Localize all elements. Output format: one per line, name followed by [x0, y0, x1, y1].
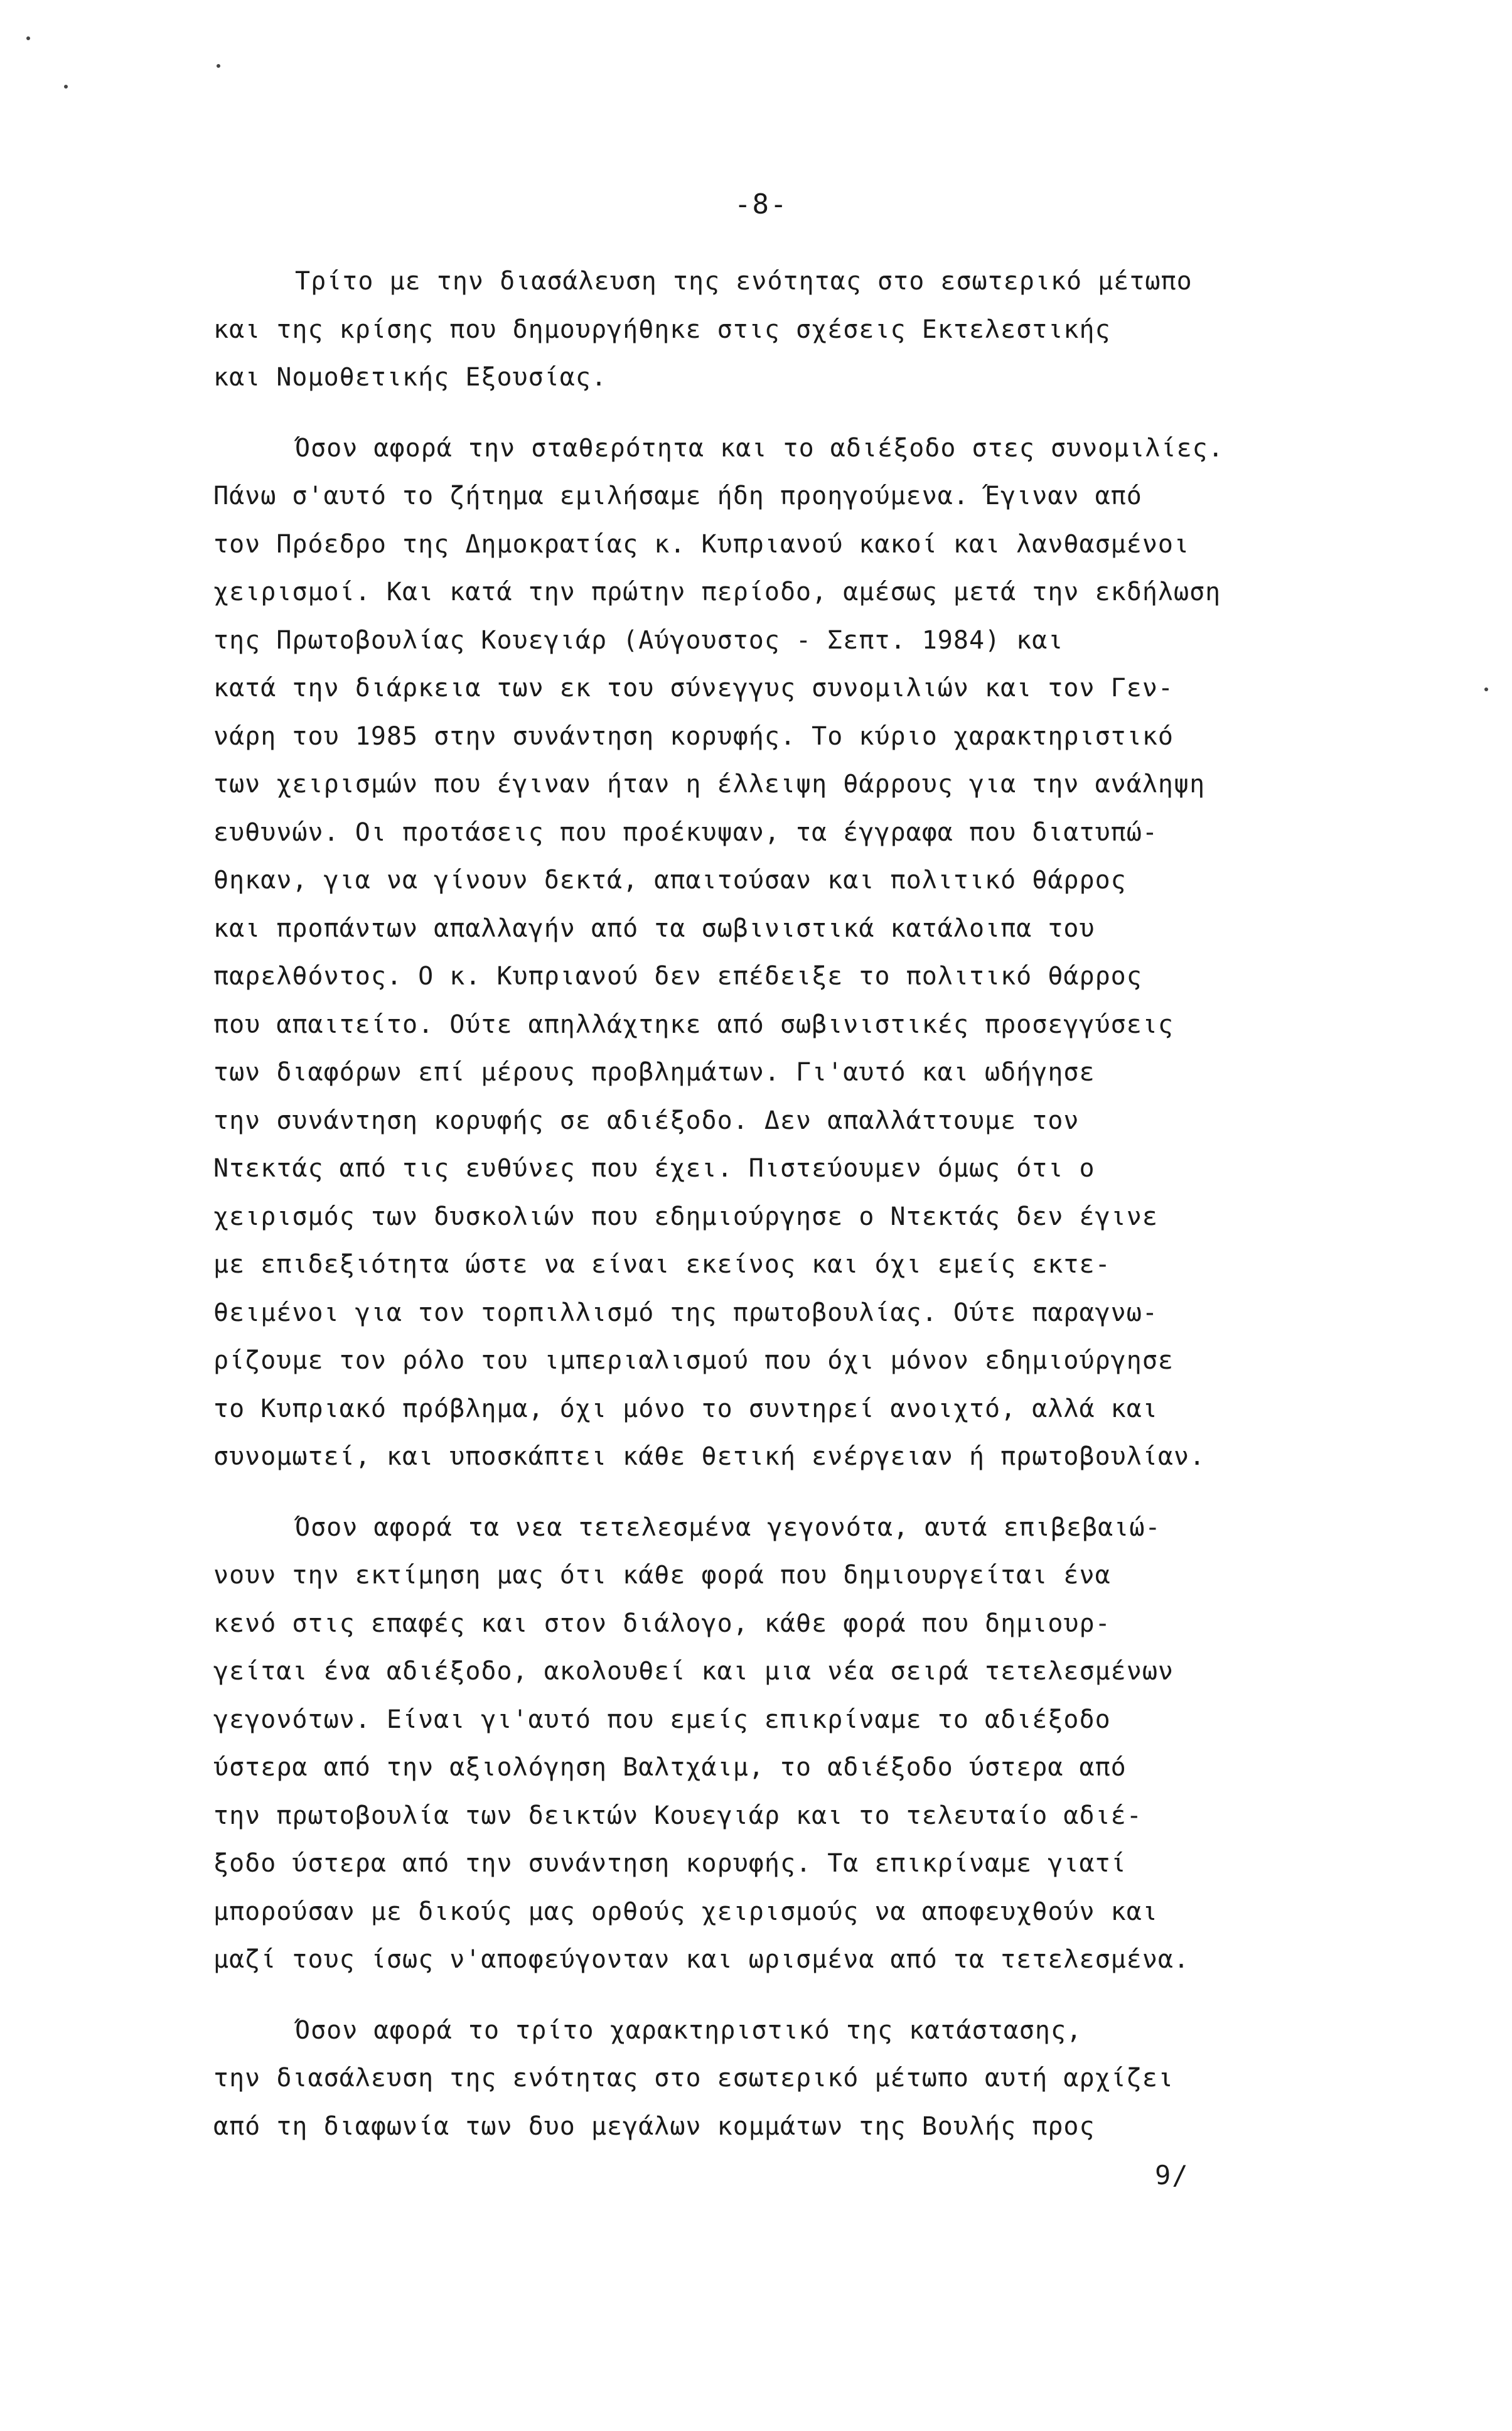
text-line: το Κυπριακό πρόβλημα, όχι μόνο το συντηρεί ανοιχτό, αλλά και — [213, 1394, 1158, 1423]
text-line: τον Πρόεδρο της Δημοκρατίας κ. Κυπριανού κακοί και λανθασμένοι — [213, 529, 1190, 559]
paragraph-2 — [213, 424, 1431, 1481]
text-line: συνομωτεί, και υποσκάπτει κάθε θετική ενέργειαν ή πρωτοβουλίαν. — [213, 1442, 1206, 1471]
page-number: -8- — [734, 188, 788, 220]
text-line: και Νομοθετικής Εξουσίας. — [213, 363, 608, 392]
text-line: ευθυνών. Οι προτάσεις που προέκυψαν, τα έγγραφα που διατυπώ- — [213, 817, 1158, 847]
text-line: ρίζουμε τον ρόλο του ιμπεριαλισμού που όχι μόνον εδημιούργησε — [213, 1346, 1174, 1375]
text-line: Πάνω σ'αυτό το ζήτημα εμιλήσαμε ήδη προηγούμενα. Έγιναν από — [213, 482, 1142, 510]
text-line: των χειρισμών που έγιναν ήταν η έλλειψη θάρρους για την ανάληψη — [213, 770, 1206, 799]
text-line: κατά την διάρκεια των εκ του σύνεγγυς συνομιλιών και τον Γεν- — [213, 674, 1174, 703]
text-line: νουν την εκτίμηση μας ότι κάθε φορά που δημιουργείται ένα — [213, 1561, 1111, 1590]
text-line: Τρίτο με την διασάλευση της ενότητας στο εσωτερικό μέτωπο — [295, 267, 1193, 296]
text-line: των διαφόρων επί μέρους προβλημάτων. Γι'αυτό και ωδήγησε — [213, 1058, 1095, 1087]
text-line: και προπάντων απαλλαγήν από τα σωβινιστικά κατάλοιπα του — [213, 914, 1095, 943]
document-body — [213, 257, 1431, 2150]
scan-speck — [26, 36, 30, 40]
paragraph-4 — [213, 2007, 1431, 2151]
text-line: Όσον αφορά τα νεα τετελεσμένα γεγονότα, αυτά επιβεβαιώ- — [295, 1512, 1161, 1542]
text-line: ύστερα από την αξιολόγηση Βαλτχάιμ, το αδιέξοδο ύστερα από — [213, 1753, 1127, 1782]
text-line: από τη διαφωνία των δυο μεγάλων κομμάτων της Βουλής προς — [213, 2111, 1095, 2141]
text-line: με επιδεξιότητα ώστε να είναι εκείνος και όχι εμείς εκτε- — [213, 1250, 1111, 1279]
text-line: ξοδο ύστερα από την συνάντηση κορυφής. Τα επικρίναμε γιατί — [213, 1849, 1127, 1878]
text-line: της Πρωτοβουλίας Κουεγιάρ (Αύγουστος - Σεπτ. 1984) και — [213, 625, 1064, 655]
text-line: την πρωτοβουλία των δεικτών Κουεγιάρ και το τελευταίο αδιέ- — [213, 1801, 1142, 1830]
text-line: την συνάντηση κορυφής σε αδιέξοδο. Δεν απαλλάττουμε τον — [213, 1106, 1080, 1135]
scan-speck — [1484, 687, 1488, 691]
text-line: Όσον αφορά το τρίτο χαρακτηριστικό της κατάστασης, — [295, 2015, 1083, 2045]
text-line: χειρισμοί. Και κατά την πρώτην περίοδο, αμέσως μετά την εκδήλωση — [213, 578, 1221, 606]
text-line: μαζί τους ίσως ν'αποφεύγονταν και ωρισμένα από τα τετελεσμένα. — [213, 1945, 1190, 1974]
paragraph-1 — [213, 257, 1431, 402]
text-line: χειρισμός των δυσκολιών που εδημιούργησε ο Ντεκτάς δεν έγινε — [213, 1202, 1158, 1231]
text-line: γεγονότων. Είναι γι'αυτό που εμείς επικρίναμε το αδιέξοδο — [213, 1705, 1111, 1734]
paragraph-3 — [213, 1504, 1431, 1984]
text-line: που απαιτείτο. Ούτε απηλλάχτηκε από σωβινιστικές προσεγγύσεις — [213, 1010, 1174, 1039]
scan-speck — [64, 85, 68, 89]
text-line: και της κρίσης που δημουργήθηκε στις σχέσεις Εκτελεστικής — [213, 315, 1111, 344]
scan-speck — [217, 64, 220, 68]
text-line: Ντεκτάς από τις ευθύνες που έχει. Πιστεύουμεν όμως ότι ο — [213, 1154, 1095, 1183]
continuation-marker: 9/ — [1155, 2160, 1189, 2191]
text-line: Όσον αφορά την σταθερότητα και το αδιέξοδο στες συνομιλίες. — [295, 433, 1224, 463]
text-line: παρελθόντος. Ο κ. Κυπριανού δεν επέδειξε το πολιτικό θάρρος — [213, 962, 1142, 991]
text-line: γείται ένα αδιέξοδο, ακολουθεί και μια νέα σειρά τετελεσμένων — [213, 1657, 1174, 1686]
text-line: θηκαν, για να γίνουν δεκτά, απαιτούσαν και πολιτικό θάρρος — [213, 866, 1127, 895]
text-line: θειμένοι για τον τορπιλλισμό της πρωτοβουλίας. Ούτε παραγνω- — [213, 1298, 1158, 1327]
text-line: την διασάλευση της ενότητας στο εσωτερικό μέτωπο αυτή αρχίζει — [213, 2064, 1174, 2093]
text-line: κενό στις επαφές και στον διάλογο, κάθε φορά που δημιουρ- — [213, 1609, 1111, 1638]
text-line: νάρη του 1985 στην συνάντηση κορυφής. Το κύριο χαρακτηριστικό — [213, 721, 1174, 751]
text-line: μπορούσαν με δικούς μας ορθούς χειρισμούς να αποφευχθούν και — [213, 1897, 1158, 1926]
